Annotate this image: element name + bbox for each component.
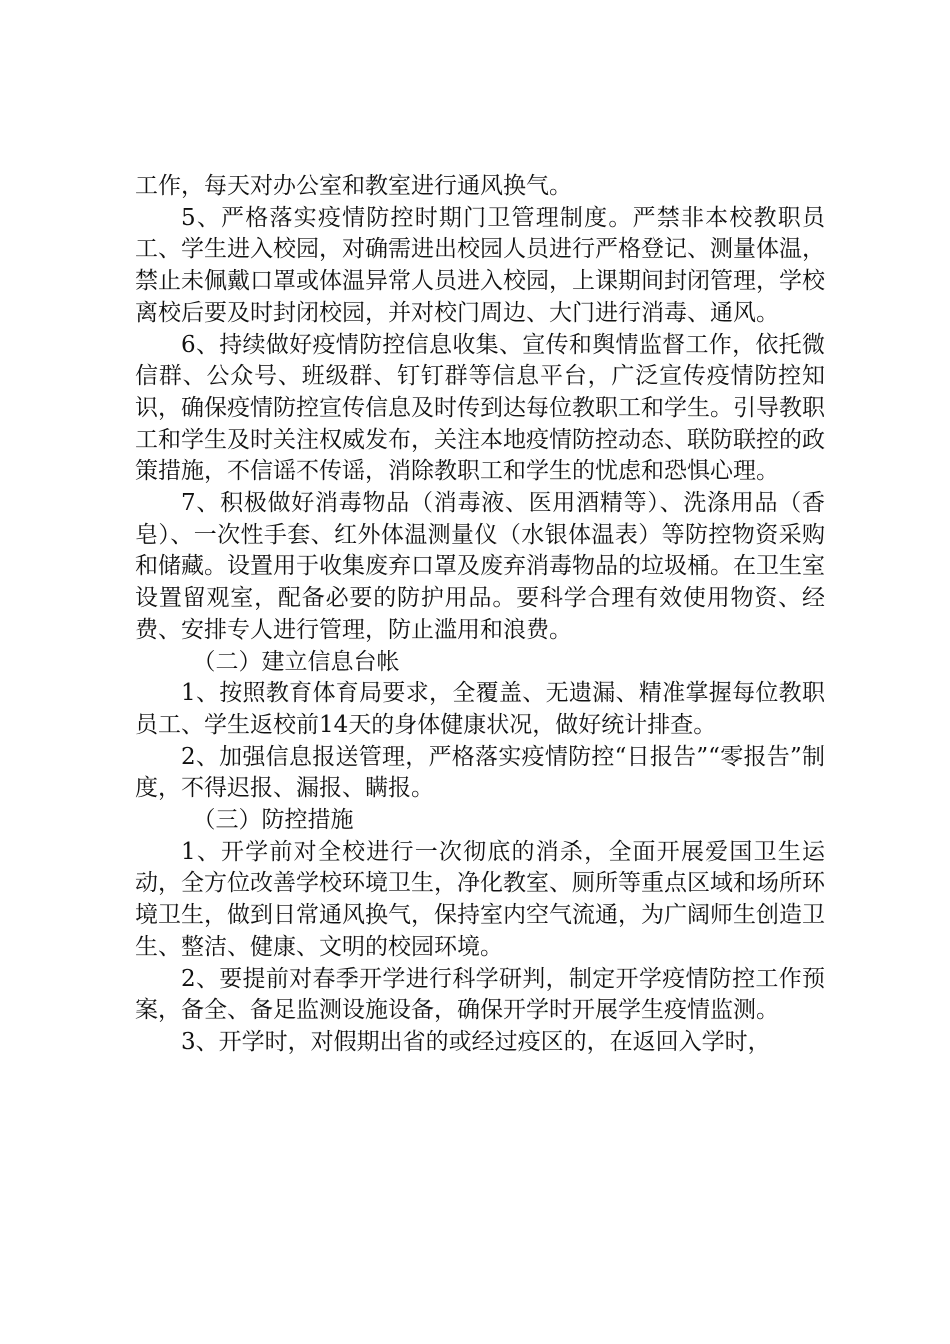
paragraph-measures-3: 3、开学时，对假期出省的或经过疫区的，在返回入学时， bbox=[181, 1028, 771, 1055]
paragraph-item-6: 6、持续做好疫情防控信息收集、宣传和舆情监督工作，依托微信群、公众号、班级群、钉钉群等信息平台，广泛宣传疫情防控知识，确保疫情防控宣传信息及时传到达每位教职工和学生。引导教职工和学生及时关注权威发布，关注本地疫情防控动态、联防联控的政策措施，不信谣不传谣，消除教职工和学生的忧虑和恐惧心理。 bbox=[135, 331, 825, 485]
section-heading-measures: （三）防控措施 bbox=[192, 807, 354, 834]
paragraph-ledger-2: 2、加强信息报送管理，严格落实疫情防控“日报告”“零报告”制度，不得迟报、漏报、瞒报。 bbox=[135, 743, 825, 802]
paragraph-ledger-1: 1、按照教育体育局要求，全覆盖、无遗漏、精准掌握每位教职员工、学生返校前14天的身体健康状况，做好统计排查。 bbox=[135, 680, 825, 738]
document-body bbox=[135, 171, 825, 1059]
paragraph-item-5: 5、严格落实疫情防控时期门卫管理制度。严禁非本校教职员工、学生进入校园，对确需进出校园人员进行严格登记、测量体温，禁止未佩戴口罩或体温异常人员进入校园，上课期间封闭管理，学校离校后要及时封闭校园，并对校门周边、大门进行消毒、通风。 bbox=[135, 204, 825, 326]
paragraph-item-7: 7、积极做好消毒物品（消毒液、医用酒精等）、洗涤用品（香皂）、一次性手套、红外体温测量仪（水银体温表）等防控物资采购和储藏。设置用于收集废弃口罩及废弃消毒物品的垃圾桶。在卫生室设置留观室，配备必要的防护用品。要科学合理有效使用物资、经费、安排专人进行管理，防止滥用和浪费。 bbox=[135, 490, 825, 643]
section-heading-info-ledger: （二）建立信息台帐 bbox=[192, 648, 400, 675]
paragraph-measures-2: 2、要提前对春季开学进行科学研判，制定开学疫情防控工作预案，备全、备足监测设施设备，确保开学时开展学生疫情监测。 bbox=[135, 965, 825, 1024]
paragraph-continuation: 工作，每天对办公室和教室进行通风换气。 bbox=[135, 173, 572, 199]
paragraph-measures-1: 1、开学前对全校进行一次彻底的消杀，全面开展爱国卫生运动，全方位改善学校环境卫生，净化教室、厕所等重点区域和场所环境卫生，做到日常通风换气，保持室内空气流通，为广阔师生创造卫生、整洁、健康、文明的校园环境。 bbox=[135, 838, 825, 960]
